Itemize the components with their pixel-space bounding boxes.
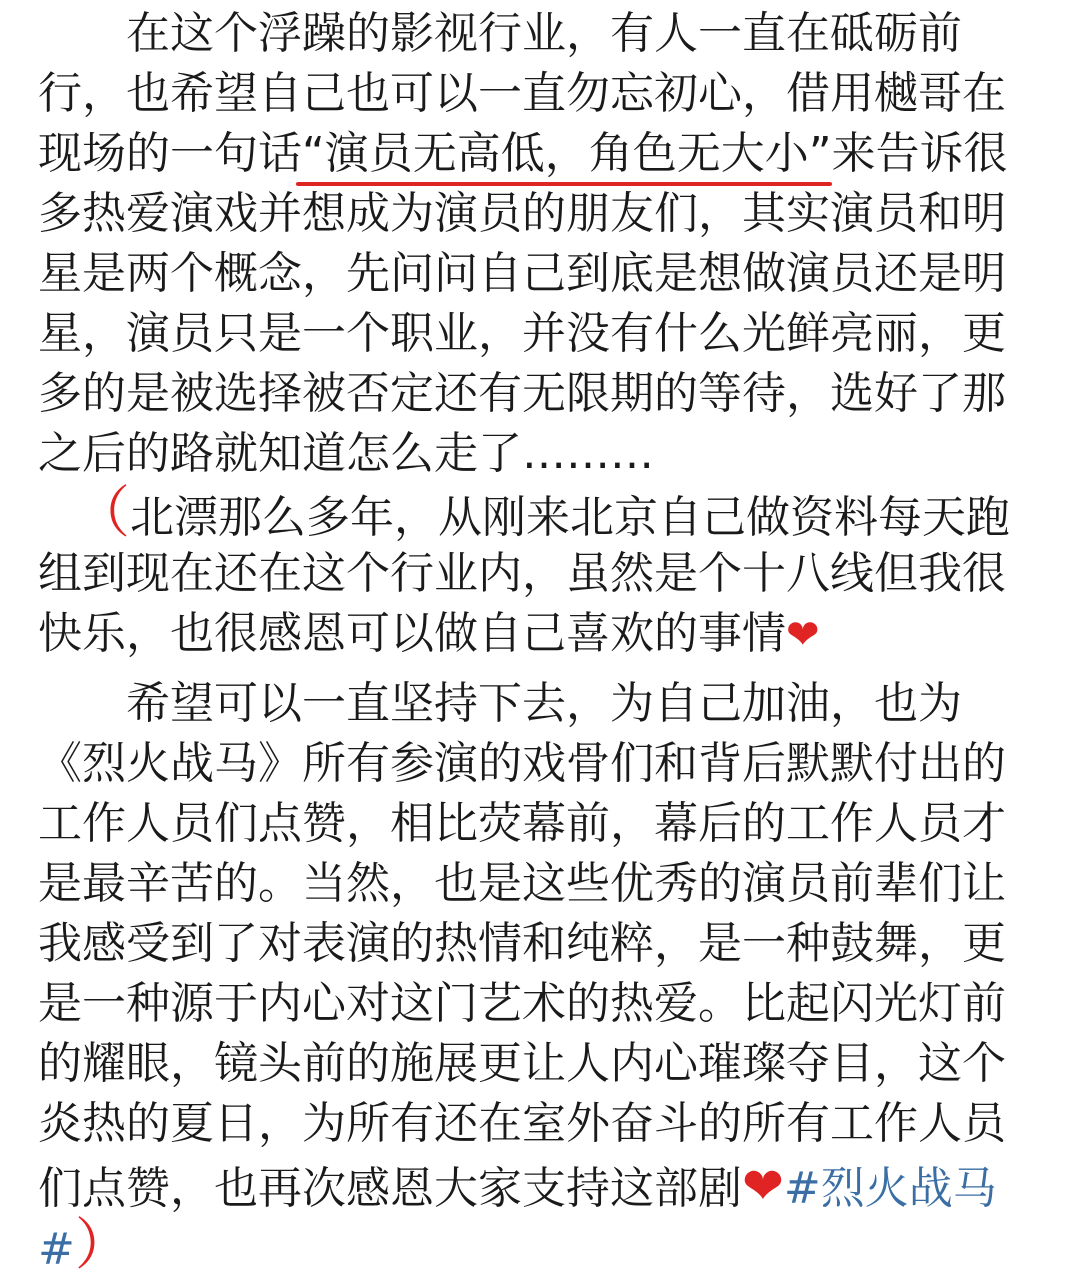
text-line-9-text: 北漂那么多年，从刚来北京自己做资料每天跑 bbox=[130, 492, 1010, 543]
text-line-20 bbox=[38, 1158, 997, 1217]
text-line-6: 星，演员只是一个职业，并没有什么光鲜亮丽，更 bbox=[38, 308, 1006, 359]
text-line-18: 的耀眼，镜头前的施展更让人内心璀璨夺目，这个 bbox=[38, 1038, 1006, 1089]
text-line-9 bbox=[74, 481, 1010, 546]
text-line-11 bbox=[38, 606, 820, 663]
underlined-quote bbox=[302, 126, 832, 182]
text-line-3-post: 来告诉很 bbox=[831, 128, 1008, 179]
heart-icon: ❤ bbox=[742, 1157, 784, 1215]
text-line-8: 之后的路就知道怎么走了……… bbox=[38, 428, 654, 479]
hashtag-link[interactable]: #烈火战马 bbox=[783, 1163, 997, 1214]
text-line-17: 是一种源于内心对这门艺术的热爱。比起闪光灯前 bbox=[38, 978, 1006, 1029]
text-line-21 bbox=[38, 1213, 131, 1278]
red-open-paren: （ bbox=[74, 481, 130, 546]
text-line-11-text: 快乐，也很感恩可以做自己喜欢的事情 bbox=[38, 608, 786, 659]
text-line-4: 多热爱演戏并想成为演员的朋友们，其实演员和明 bbox=[38, 188, 1006, 239]
text-line-20-text: 们点赞，也再次感恩大家支持这部剧 bbox=[38, 1163, 742, 1214]
text-line-1: 在这个浮躁的影视行业，有人一直在砥砺前 bbox=[38, 8, 962, 59]
text-line-16: 我感受到了对表演的热情和纯粹，是一种鼓舞，更 bbox=[38, 918, 1006, 969]
text-line-19: 炎热的夏日，为所有还在室外奋斗的所有工作人员 bbox=[38, 1098, 1006, 1149]
text-line-5: 星是两个概念，先问问自己到底是想做演员还是明 bbox=[38, 248, 1006, 299]
text-line-2: 行，也希望自己也可以一直勿忘初心，借用樾哥在 bbox=[38, 68, 1006, 119]
underlined-quote-text: “演员无高低，角色无大小” bbox=[302, 128, 832, 179]
text-line-7: 多的是被选择被否定还有无限期的等待，选好了那 bbox=[38, 368, 1006, 419]
text-line-12: 希望可以一直坚持下去，为自己加油，也为 bbox=[38, 678, 962, 729]
text-line-15: 是最辛苦的。当然，也是这些优秀的演员前辈们让 bbox=[38, 858, 1006, 909]
text-line-3-pre: 现场的一句话 bbox=[38, 128, 302, 179]
heart-icon: ❤ bbox=[786, 612, 820, 658]
hashtag-link-end[interactable]: # bbox=[38, 1224, 75, 1275]
text-line-10: 组到现在还在这个行业内，虽然是个十八线但我很 bbox=[38, 548, 1006, 599]
text-line-3 bbox=[38, 126, 1008, 182]
text-line-13: 《烈火战马》所有参演的戏骨们和背后默默付出的 bbox=[38, 738, 1006, 789]
red-close-paren: ） bbox=[74, 1213, 131, 1278]
text-line-14: 工作人员们点赞，相比荧幕前，幕后的工作人员才 bbox=[38, 798, 1006, 849]
